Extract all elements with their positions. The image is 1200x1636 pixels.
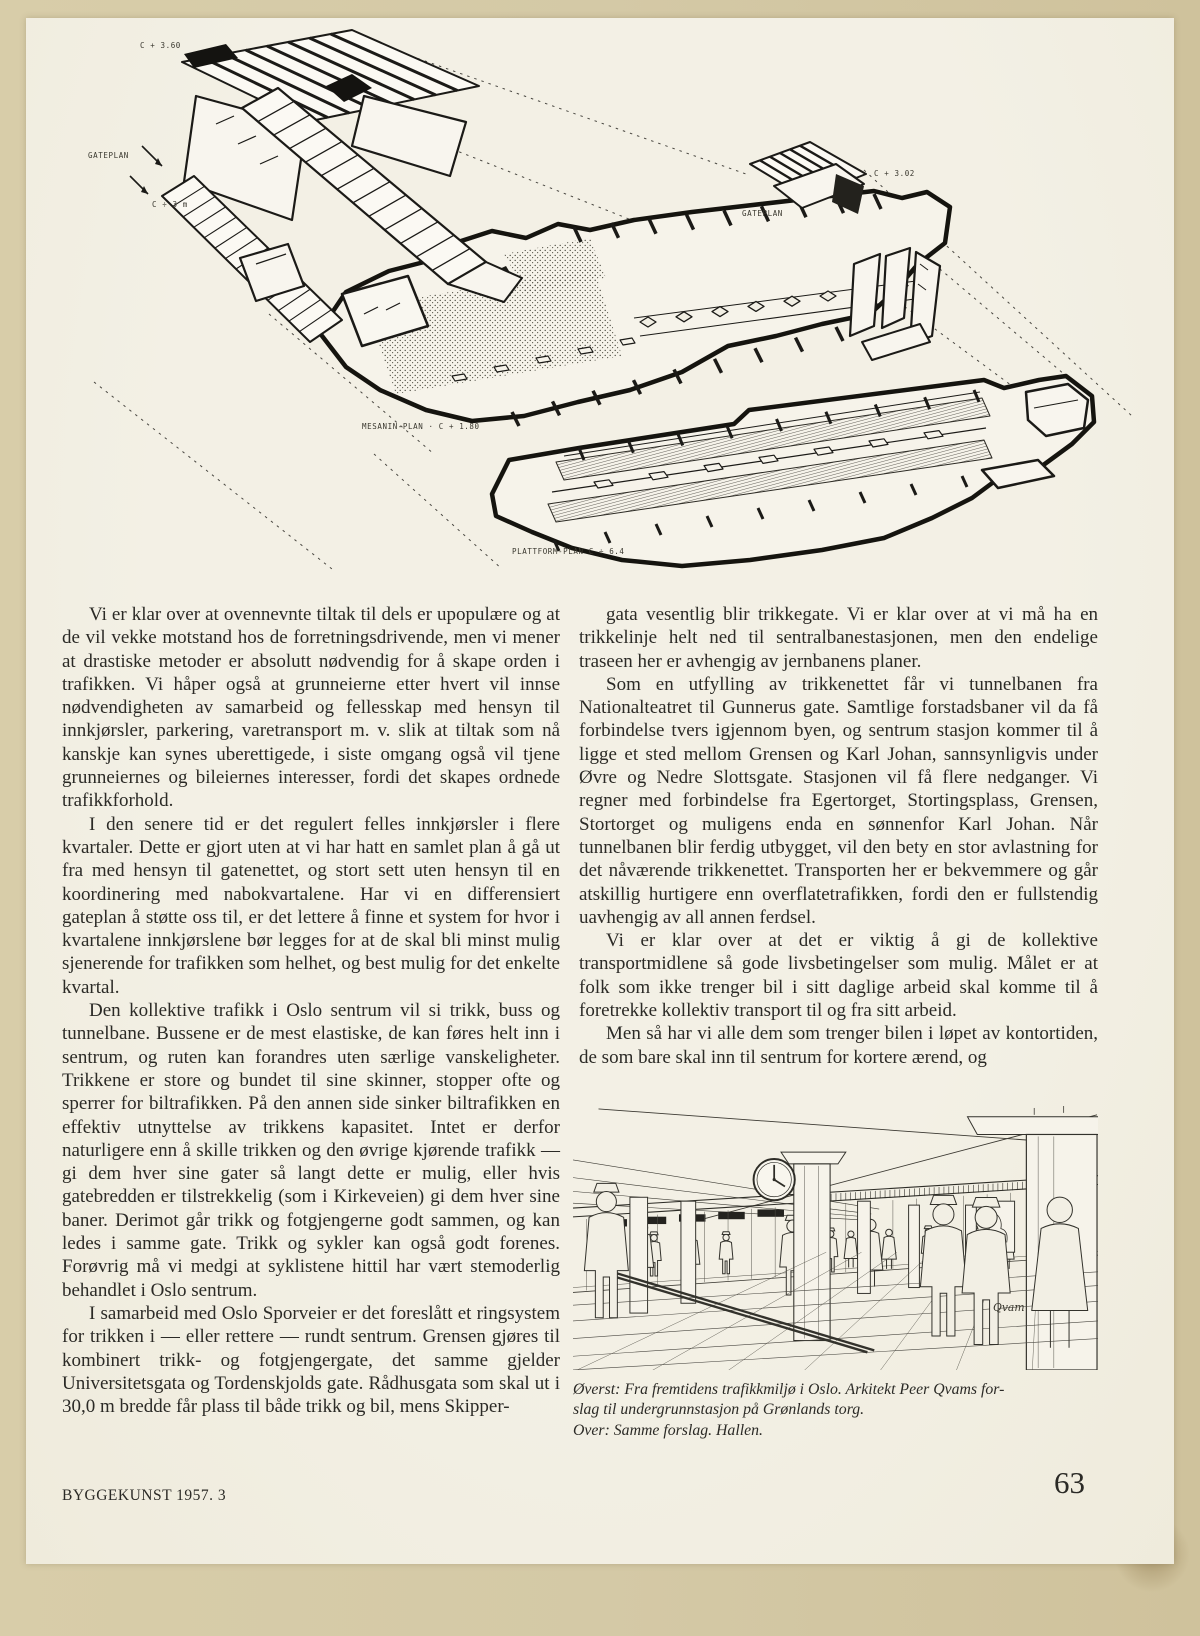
paragraph: I den senere tid er det regulert felles innkjørsler i flere kvartaler. Dette er gjort uten at vi har hatt en samlet plan å gå ut fra med hensyn til gatenettet, og stort sett uten hensyn til en koordinering med nabokvartalene. Har vi en differensiert gateplan å støtte oss til, er det lettere å finne et system for hvor i kvartalene innkjørslene bør legges for at de skal bli minst mulig sjenerende for trafikken som helhet, og best mulig for det enkelte kvartal. [62, 813, 560, 998]
station-hall-figure [573, 1105, 1098, 1442]
columns [630, 1117, 1098, 1370]
hall-perspective-drawing [573, 1105, 1098, 1370]
street-level-label-left: C ÷ 3 m [152, 200, 188, 209]
journal-footer: BYGGEKUNST 1957. 3 [62, 1487, 227, 1504]
platform-plan [492, 376, 1094, 566]
direction-arrows [130, 146, 162, 194]
page-number: 63 [1054, 1465, 1085, 1500]
column-capital [781, 1152, 846, 1164]
caption-line: Øverst: Fra fremtidens trafikkmiljø i Oslo. Arkitekt Peer Qvams for- [573, 1380, 1005, 1398]
paragraph: Den kollektive trafikk i Oslo sentrum vil si trikk, buss og tunnelbane. Bussene er de mest elastiske, de kan føres helt inn i sentrum, og ruten kan forandres uten særlige vanskeligheter. Trikkene er store og bundet til sine skinner, stopper ofte og sperrer for biltrafikken. På den annen side sinker biltrafikken en effektiv utnyttelse av trikkens kapasitet. Intet er derfor naturligere enn å skille trikken og den øvrige kjørende trafikk — gi dem hver sine gater så langt dette er mulig, eller hvis gatebredden er tilstrekkelig (som i Kirkeveien) gi dem hver sine baner. Derimot går trikk og fotgjengerne godt sammen, og kan ledes i samme gate. Trikk og sykler kan også godt forenes. Forøvrig må vi medgi at syklistene hittil har vært stemoderlig behandlet i Oslo sentrum. [62, 1000, 560, 1301]
wall-clock [754, 1159, 795, 1200]
caption-line: slag til undergrunnstasjon på Grønlands torg. [573, 1401, 865, 1419]
paragraph: Vi er klar over at det er viktig å gi de kollektive transportmidlene så gode livsbetingelser som mulig. Målet er at folk som ikke trenger bil i sitt daglige arbeid skal komme til å foretrekke kollektiv transport til og fra sitt arbeid. [579, 930, 1098, 1022]
paragraph: I samarbeid med Oslo Sporveier er det foreslått et ringsystem for trikken i — eller rettere — rundt sentrum. Grensen gjøres til kombinert trikk- og fotgjengergate, det samme gjelder Universitetsgata og Tordenskjolds gate. Rådhusgata som skal ut i 30,0 m bredde får plass til både trikk og bil, mens Skipper- [62, 1302, 560, 1418]
axonometric-drawing [34, 24, 1174, 572]
entrance-shaft-right [850, 248, 940, 360]
paragraph: Som en utfylling av trikkenettet får vi tunnelbanen fra Nationalteatret til Gunnerus gate. Samtlige forstadsbaner vil da få forbindelse tvers igjennom byen, og sentrum stasjon kommer til å ligge et sted mellom Grensen og Karl Johan, sannsynligvis under Øvre og Nedre Slottsgate. Stasjonen vil få flere nedganger. Vi regner med forbindelse fra Egertorget, Stortingsplass, Grensen, Stortorget og muligens enda en sønnenfor Karl Johan. Når tunnelbanen blir ferdig utbygget, vil den bety en stor avlastning for det nåværende trikkenettet. Transporten her er bekvemmere og går atskillig hurtigere enn overflatetrafikken, fordi den er fullstendig uavhengig av all annen ferdsel. [579, 673, 1098, 928]
gateplan-label-left: GATEPLAN [88, 151, 129, 160]
figure-caption [573, 1380, 1098, 1442]
paragraph: Vi er klar over at ovennevnte tiltak til dels er upopulære og at de vil vekke motstand hos de forretningsdrivende, men vi mener at drastiske metoder er absolutt nødvendig for å skape orden i trafikken. Vi håper også at grunneierne etter hvert vil innse nødvendigheten av samarbeid og fellesskap med hensyn til innkjørsler, parkering, varetransport m. v. slik at tiltak som nå kanskje kan synes uberettigede, i siste omgang også vil tjene grunneiernes og bileiernes interesser, fordi det skapes ordnede trafikkforhold. [62, 604, 560, 812]
right-column [573, 603, 1098, 1441]
fascia-beam [573, 1176, 1098, 1217]
article-body [62, 603, 1098, 1441]
level-label-top-left: C + 3.60 [140, 41, 181, 50]
gateplan-label-right: GATEPLAN [742, 209, 783, 218]
mushroom-capital [967, 1117, 1098, 1135]
level-label-right: C + 3.02 [874, 169, 915, 178]
artist-signature: Qvam [993, 1301, 1025, 1315]
magazine-page [26, 18, 1174, 1564]
platform-plan-label: PLATTFORM-PLAN C ÷ 6.4 [512, 547, 625, 556]
paragraph: Men så har vi alle dem som trenger bilen i løpet av kontortiden, de som bare skal inn til sentrum for kortere ærend, og [579, 1023, 1098, 1068]
left-column [62, 603, 560, 1441]
mezzanine-plan-label: MESANIN-PLAN · C + 1.80 [362, 422, 480, 431]
caption-line: Over: Samme forslag. Hallen. [573, 1421, 763, 1439]
paragraph: gata vesentlig blir trikkegate. Vi er klar over at vi må ha en trikkelinje helt ned til sentralbanestasjonen, men den endelige traseen her er avhengig av jernbanens planer. [579, 604, 1098, 672]
